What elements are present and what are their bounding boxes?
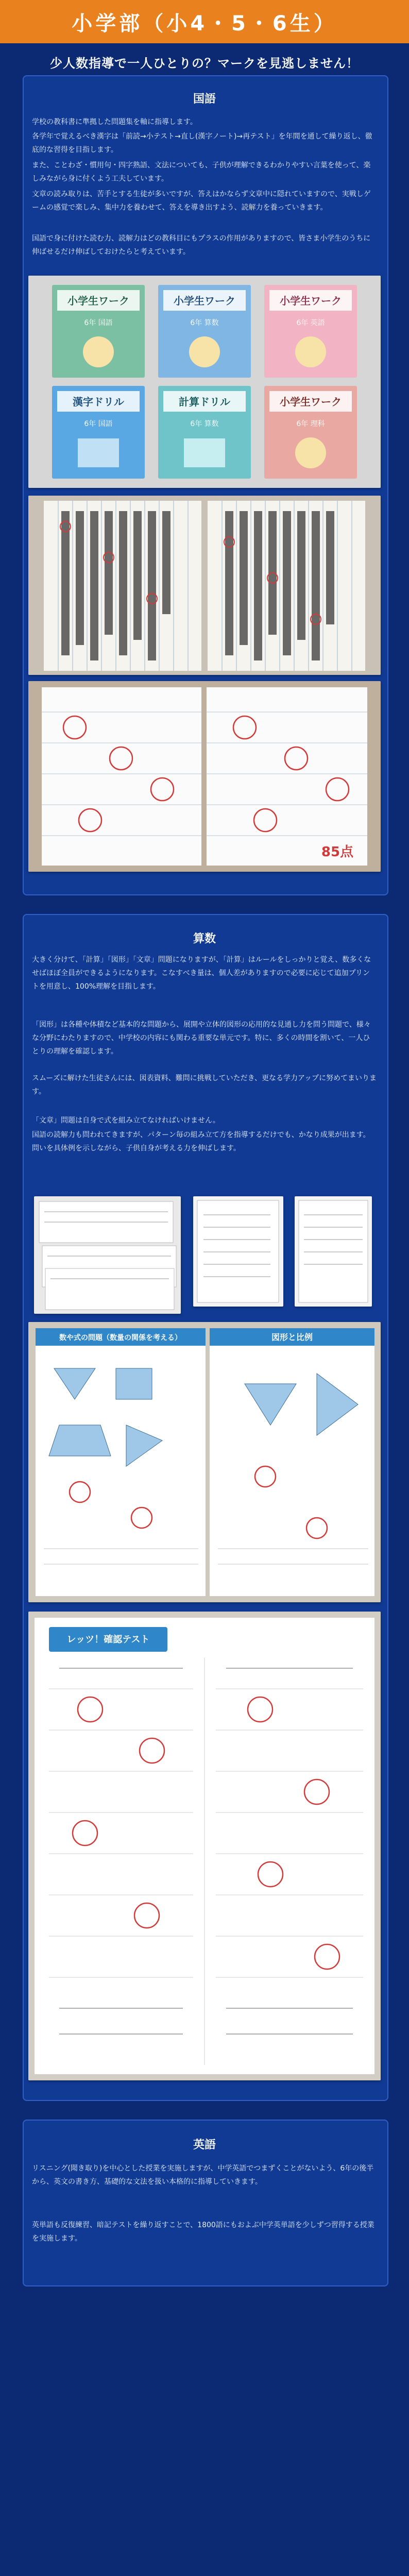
geometry-illustration	[28, 1322, 381, 1602]
eigo-paragraph-1: リスニング(聞き取り)を中心とした授業を実施しますが、中学英語でつまずくことがないよう、6年の後半から、英文の書き方、基礎的な文法を扱い本格的に指導していきます。	[32, 2164, 374, 2186]
geometry-worksheet-photo	[28, 1322, 381, 1602]
book-6-sub: 6年 理科	[296, 420, 325, 428]
book-4	[52, 386, 145, 479]
test-title: レッツ！確認テスト	[66, 1634, 150, 1645]
book-4-sub: 6年 国語	[84, 420, 113, 428]
book-4-title: 漢字ドリル	[73, 396, 124, 408]
test-illustration	[28, 1612, 381, 2080]
book-1	[52, 285, 145, 378]
textbooks-photo	[28, 276, 381, 488]
book-3	[264, 285, 357, 378]
book-6	[264, 386, 357, 479]
sansu-paragraph-1: 大きく分けて、「計算」「図形」「文章」問題になりますが、「計算」はルールをしっかりと覚え、数多くなせばほぼ全員ができるようになります。こなすべき量は、個人差がありますので必要に応じて追加プリントを用意し、100%理解を目指します。	[32, 956, 371, 991]
sansu-label: 算数	[193, 933, 216, 945]
sansu-paragraph-2: 「図形」は各種や体積など基本的な問題から、展開や立体的図形の応用的な見通し力を問う問題で、様々な分野にわたりますので、中学校の内容にも関わる重要な単元です。特に、多くの時間を割いて、一人ひとりの理解を確認します。	[32, 1021, 371, 1056]
book-5-title: 計算ドリル	[179, 396, 230, 408]
header-band	[0, 0, 409, 43]
page-title: 小学部（小4・5・6生）	[72, 12, 337, 36]
book-5	[158, 386, 251, 479]
kokugo-paragraph-1: 学校の教科書に準拠した問題集を軸に指導します。	[32, 118, 197, 126]
worksheet-score: 85点	[321, 844, 354, 860]
kanji-notebook-photo	[28, 496, 381, 675]
book-2-title: 小学生ワーク	[174, 295, 235, 307]
math-worksheet-stack-middle	[193, 1196, 283, 1307]
worksheet-illustration	[28, 681, 381, 872]
kokugo-paragraph-5: 国語で身に付けた読む力、読解力はどの教科目にもプラスの作用がありますので、皆さま小学生のうちに伸ばせるだけ伸ばしておけたらと考えています。	[32, 234, 371, 256]
geometry-right-title: 図形と比例	[271, 1332, 313, 1342]
grammar-worksheet-photo	[28, 681, 381, 872]
eigo-label: 英語	[193, 2139, 216, 2151]
book-2-sub: 6年 算数	[190, 319, 219, 327]
book-1-title: 小学生ワーク	[67, 295, 129, 307]
kokugo-label: 国語	[193, 93, 216, 106]
sansu-paragraph-5: 国語の読解力も問われてきますが、パターン毎の組み立て方を指導するだけでも、かなり成果が出ます。問いを具体例を示しながら、子供自身が考える力を伸ばします。	[32, 1131, 370, 1153]
book-5-sub: 6年 算数	[190, 420, 219, 428]
textbooks-illustration	[28, 276, 381, 488]
book-2	[158, 285, 251, 378]
math-worksheet-stack-right	[295, 1196, 372, 1307]
book-3-title: 小学生ワーク	[280, 295, 342, 307]
notebook-illustration	[28, 496, 381, 675]
stack-middle-illustration	[193, 1196, 283, 1307]
eigo-paragraph-2: 英単語も反復練習、暗記テストを繰り返すことで、1800語にもおよぶ中学英単語を少しずつ習得する授業を実施します。	[32, 2221, 374, 2243]
math-worksheet-stack-left	[34, 1196, 181, 1314]
geometry-left-title: 数や式の問題（数量の関係を考える）	[59, 1334, 182, 1342]
stack-right-illustration	[295, 1196, 372, 1307]
sansu-paragraph-3: スムーズに解けた生徒さんには、図表資料、難問に挑戦していただき、更なる学力アップに努めてまいります。	[32, 1074, 377, 1096]
math-test-photo	[28, 1612, 381, 2080]
kokugo-paragraph-3: また、ことわざ・慣用句・四字熟語、文法についても、子供が理解できるわかりやすい言葉を使って、楽しみながら身に付くよう工夫しています。	[32, 161, 371, 183]
sansu-paragraph-4: 「文章」問題は自身で式を組み立てなければいけません。	[32, 1116, 220, 1125]
kokugo-paragraph-2: 各学年で覚えるべき漢字は「前読→小テスト→直し(漢字ノート)→再テスト」を年間を通して繰り返し、徹底的な習得を目指します。	[32, 132, 372, 154]
stack-left-illustration	[34, 1196, 181, 1314]
book-6-title: 小学生ワーク	[280, 396, 342, 408]
book-1-sub: 6年 国語	[84, 319, 113, 327]
kokugo-paragraph-4: 文章の読み取りは、苦手とする生徒が多いですが、答えはかならず文章中に隠れていますので、実戦しゲームの感覚で楽しみ、集中力を養わせて、答えを導き出すよう、読解力を養っていきます。	[32, 190, 371, 212]
page-subtitle: 少人数指導で一人ひとりの？マークを見逃しません！	[50, 56, 359, 71]
book-3-sub: 6年 英語	[296, 319, 325, 327]
